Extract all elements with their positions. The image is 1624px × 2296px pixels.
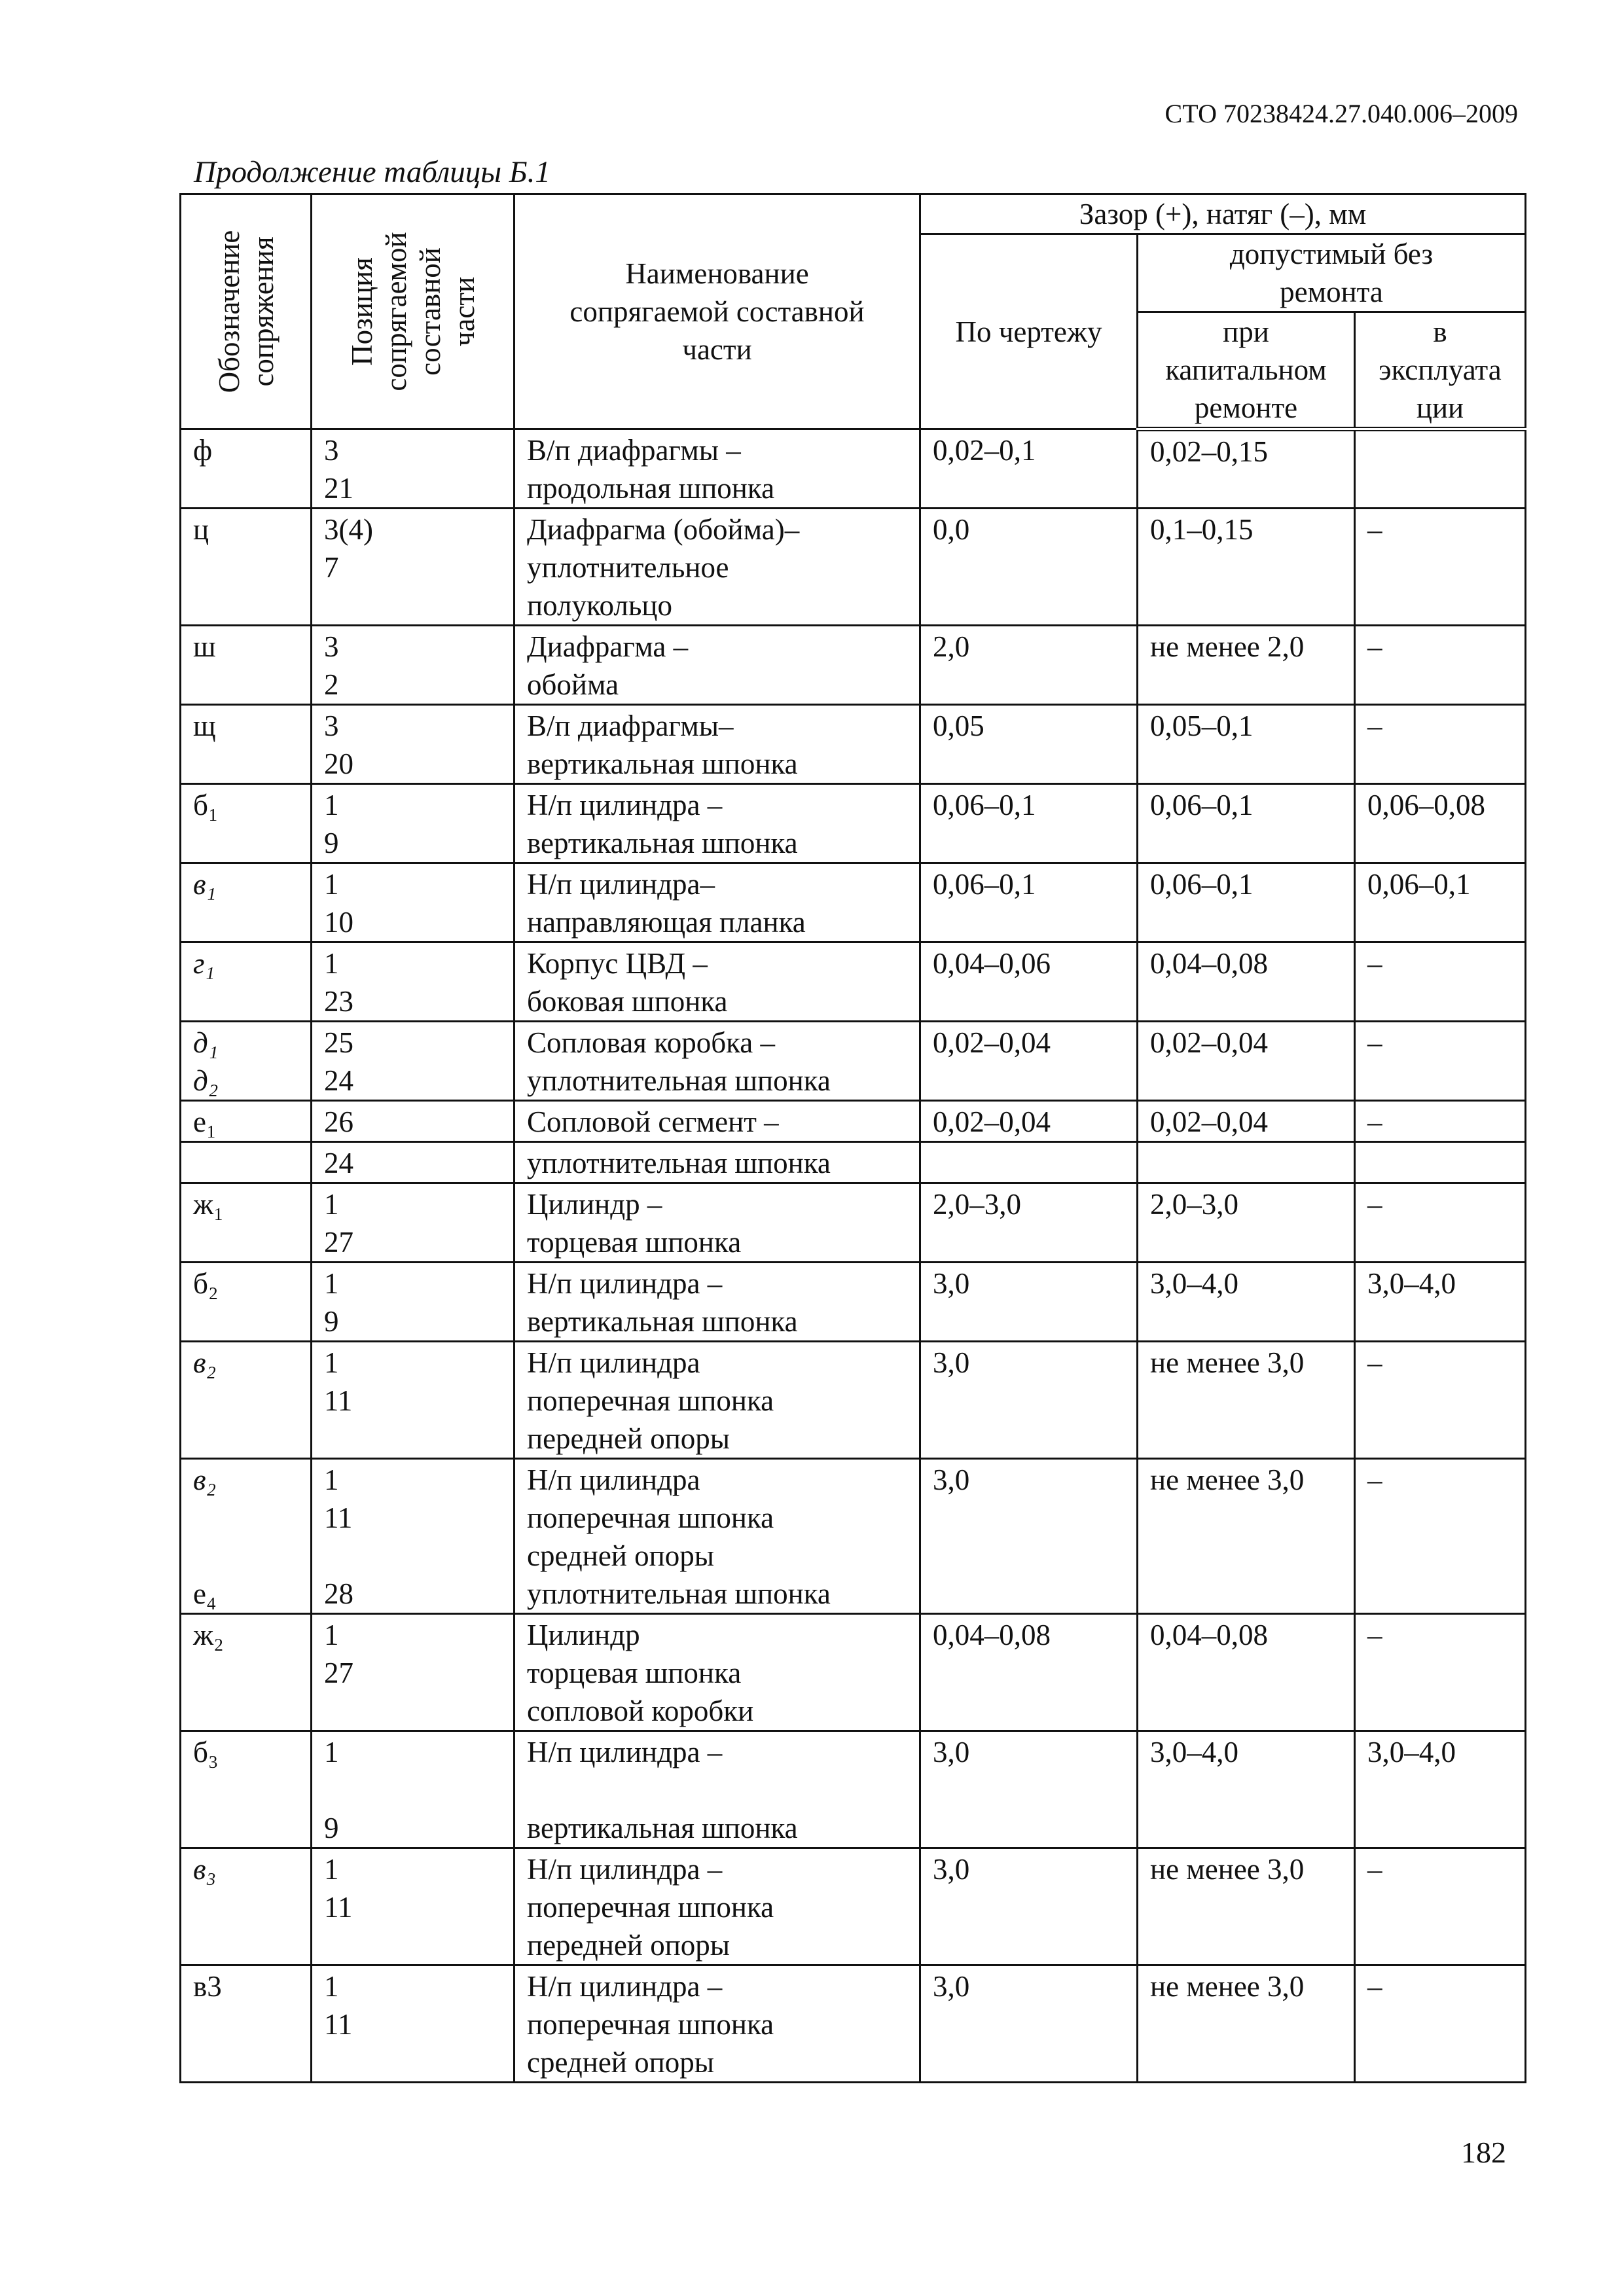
cell-capital-repair: 0,02–0,04 [1138,1022,1355,1101]
cell-designation: в₂ е₄ [181,1459,312,1614]
cell-by-drawing: 0,06–0,1 [920,863,1138,942]
table-row [181,626,1526,705]
cell-designation: ж₁ [181,1183,312,1263]
cell-operation: – [1355,1459,1526,1614]
cell-by-drawing: 0,04–0,08 [920,1614,1138,1731]
cell-name: Н/п цилиндра – вертикальная шпонка [514,784,920,863]
cell-capital-repair: 3,0–4,0 [1138,1731,1355,1848]
cell-by-drawing: 0,02–0,04 [920,1101,1138,1142]
header-designation: Обозначение сопряжения [181,194,312,429]
cell-capital-repair: 0,05–0,1 [1138,705,1355,784]
cell-operation: – [1355,942,1526,1022]
cell-by-drawing: 0,04–0,06 [920,942,1138,1022]
cell-by-drawing: 2,0 [920,626,1138,705]
cell-position: 1 9 [312,784,514,863]
header-name: Наименование сопрягаемой составной части [514,194,920,429]
cell-designation: в₂ [181,1342,312,1459]
cell-position: 1 11 [312,1848,514,1965]
cell-name: В/п диафрагмы– вертикальная шпонка [514,705,920,784]
cell-designation [181,1142,312,1183]
table-row [181,942,1526,1022]
table-row [181,1101,1526,1142]
table-caption: Продолжение таблицы Б.1 [194,155,550,189]
table-row [181,1022,1526,1101]
cell-designation: г₁ [181,942,312,1022]
cell-capital-repair: 0,04–0,08 [1138,1614,1355,1731]
cell-operation: – [1355,626,1526,705]
cell-operation: – [1355,1342,1526,1459]
table-row [181,1614,1526,1731]
cell-capital-repair: не менее 3,0 [1138,1848,1355,1965]
cell-name: Н/п цилиндра – вертикальная шпонка [514,1731,920,1848]
cell-designation: ж₂ [181,1614,312,1731]
cell-by-drawing: 3,0 [920,1848,1138,1965]
cell-name: Корпус ЦВД – боковая шпонка [514,942,920,1022]
cell-capital-repair: не менее 3,0 [1138,1965,1355,2083]
cell-designation: в3 [181,1965,312,2083]
cell-operation: – [1355,1183,1526,1263]
cell-position: 1 9 [312,1731,514,1848]
cell-by-drawing: 0,02–0,04 [920,1022,1138,1101]
cell-operation: – [1355,1848,1526,1965]
table-row [181,429,1526,509]
cell-capital-repair: не менее 3,0 [1138,1342,1355,1459]
cell-position: 26 [312,1101,514,1142]
table-row [181,1731,1526,1848]
cell-by-drawing: 0,05 [920,705,1138,784]
cell-capital-repair: 0,1–0,15 [1138,509,1355,626]
cell-position: 3 20 [312,705,514,784]
table-row [181,1142,1526,1183]
cell-by-drawing: 0,0 [920,509,1138,626]
cell-name: Н/п цилиндра – поперечная шпонка передней опоры [514,1848,920,1965]
cell-position: 1 11 28 [312,1459,514,1614]
header-by-drawing: По чертежу [920,234,1138,429]
cell-by-drawing: 3,0 [920,1263,1138,1342]
cell-operation: – [1355,705,1526,784]
table-row [181,1183,1526,1263]
table-row [181,1459,1526,1614]
cell-capital-repair: не менее 3,0 [1138,1459,1355,1614]
cell-operation: – [1355,1614,1526,1731]
cell-designation: б₁ [181,784,312,863]
cell-by-drawing: 2,0–3,0 [920,1183,1138,1263]
cell-capital-repair: 0,06–0,1 [1138,863,1355,942]
cell-name: Сопловой сегмент – [514,1101,920,1142]
cell-operation [1355,1142,1526,1183]
cell-designation: ф [181,429,312,509]
cell-position: 1 27 [312,1614,514,1731]
cell-operation [1355,429,1526,509]
page-number: 182 [1461,2136,1506,2169]
cell-position: 25 24 [312,1022,514,1101]
cell-designation: в₁ [181,863,312,942]
table-row [181,863,1526,942]
cell-name: Цилиндр – торцевая шпонка [514,1183,920,1263]
cell-name: Н/п цилиндра– направляющая планка [514,863,920,942]
clearance-table [179,193,1526,2083]
table-row [181,1848,1526,1965]
cell-designation: б₃ [181,1731,312,1848]
cell-by-drawing: 3,0 [920,1459,1138,1614]
cell-name: Диафрагма – обойма [514,626,920,705]
cell-by-drawing: 3,0 [920,1965,1138,2083]
cell-by-drawing: 0,02–0,1 [920,429,1138,509]
cell-name: Н/п цилиндра поперечная шпонка средней опоры уплотнительная шпонка [514,1459,920,1614]
cell-name: уплотнительная шпонка [514,1142,920,1183]
cell-designation: д₁ д₂ [181,1022,312,1101]
cell-position: 24 [312,1142,514,1183]
header-operation: в эксплуата ции [1355,312,1526,429]
header-allowed-group: допустимый без ремонта [1138,234,1526,312]
table-row [181,509,1526,626]
cell-capital-repair: 3,0–4,0 [1138,1263,1355,1342]
cell-operation: – [1355,509,1526,626]
cell-name: Цилиндр торцевая шпонка сопловой коробки [514,1614,920,1731]
cell-operation: – [1355,1101,1526,1142]
cell-operation: 0,06–0,1 [1355,863,1526,942]
table-body [181,429,1526,2083]
cell-designation: в₃ [181,1848,312,1965]
cell-operation: – [1355,1965,1526,2083]
cell-designation: е₁ [181,1101,312,1142]
header-capital-repair: при капитальном ремонте [1138,312,1355,429]
cell-position: 1 23 [312,942,514,1022]
cell-capital-repair: 0,04–0,08 [1138,942,1355,1022]
cell-name: Н/п цилиндра – поперечная шпонка средней опоры [514,1965,920,2083]
cell-position: 1 9 [312,1263,514,1342]
cell-capital-repair [1138,1142,1355,1183]
cell-operation: 3,0–4,0 [1355,1263,1526,1342]
cell-designation: щ [181,705,312,784]
table-row [181,1263,1526,1342]
cell-designation: ц [181,509,312,626]
header-position: Позиция сопрягаемой составной части [312,194,514,429]
header-gap-group: Зазор (+), натяг (–), мм [920,194,1526,234]
cell-by-drawing [920,1142,1138,1183]
table-row [181,1342,1526,1459]
table-row [181,1965,1526,2083]
cell-position: 3 2 [312,626,514,705]
cell-name: В/п диафрагмы – продольная шпонка [514,429,920,509]
cell-by-drawing: 0,06–0,1 [920,784,1138,863]
cell-designation: б₂ [181,1263,312,1342]
cell-position: 3 21 [312,429,514,509]
cell-position: 3(4) 7 [312,509,514,626]
cell-operation: – [1355,1022,1526,1101]
doc-code: СТО 70238424.27.040.006–2009 [1164,99,1518,128]
cell-capital-repair: 0,06–0,1 [1138,784,1355,863]
table-row [181,784,1526,863]
cell-operation: 0,06–0,08 [1355,784,1526,863]
cell-designation: ш [181,626,312,705]
cell-by-drawing: 3,0 [920,1342,1138,1459]
cell-position: 1 11 [312,1342,514,1459]
cell-operation: 3,0–4,0 [1355,1731,1526,1848]
cell-position: 1 11 [312,1965,514,2083]
cell-capital-repair: 0,02–0,15 [1138,429,1355,509]
cell-by-drawing: 3,0 [920,1731,1138,1848]
cell-name: Сопловая коробка – уплотнительная шпонка [514,1022,920,1101]
cell-capital-repair: 0,02–0,04 [1138,1101,1355,1142]
cell-name: Диафрагма (обойма)– уплотнительное полукольцо [514,509,920,626]
table-row [181,705,1526,784]
cell-capital-repair: 2,0–3,0 [1138,1183,1355,1263]
cell-position: 1 27 [312,1183,514,1263]
cell-name: Н/п цилиндра – вертикальная шпонка [514,1263,920,1342]
cell-capital-repair: не менее 2,0 [1138,626,1355,705]
cell-position: 1 10 [312,863,514,942]
cell-name: Н/п цилиндра поперечная шпонка передней опоры [514,1342,920,1459]
